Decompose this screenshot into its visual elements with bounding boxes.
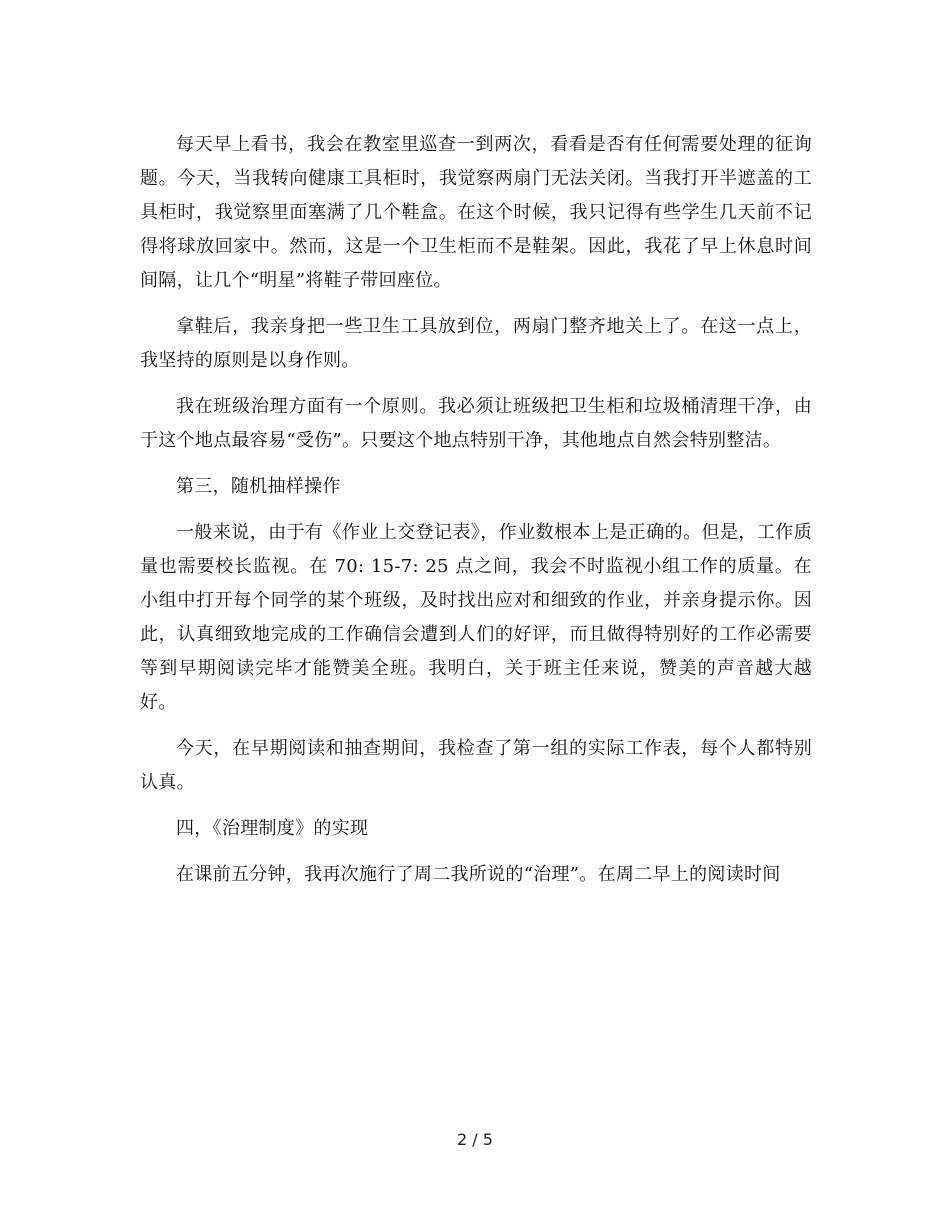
paragraph-homework-quality: 一般来说，由于有《作业上交登记表》，作业数根本上是正确的。但是，工作质量也需要校长监视。在 70: 15-7: 25 点之间，我会不时监视小组工作的质量。在小组中打开每个同学的某个班级，及时找出应对和细致的作业，并亲身提示你。因此，认真细致地完成的工作确信会遭到人们的好评，而且做得特别好的工作必需要等到早期阅读完毕才能赞美全班。我明白，关于班主任来说，赞美的声音越大越好。 [140,522,812,713]
paragraph-lead-by-example: 拿鞋后，我亲身把一些卫生工具放到位，两扇门整齐地关上了。在这一点上，我坚持的原则是以身作则。 [140,316,812,371]
paragraph-management-principle: 我在班级治理方面有一个原则。我必须让班级把卫生柜和垃圾桶清理干净，由于这个地点最容易“受伤”。只要这个地点特别干净，其他地点自然会特别整洁。 [140,396,812,451]
section-heading-random-sampling: 第三，随机抽样操作 [176,476,341,497]
paragraph-inspection: 每天早上看书，我会在教室里巡查一到两次，看看是否有任何需要处理的征询题。今天，当我转向健康工具柜时，我觉察两扇门无法关闭。当我打开半遮盖的工具柜时，我觉察里面塞满了几个鞋盒。在这个时候，我只记得有些学生几天前不记得将球放回家中。然而，这是一个卫生柜而不是鞋架。因此，我花了早上休息时间间隔，让几个“明星”将鞋子带回座位。 [140,134,812,291]
section-heading-management-system: 四，《治理制度》的实现 [176,818,369,839]
document-body [140,128,812,904]
page-number: 2 / 5 [457,1130,493,1149]
paragraph-worksheet-check: 今天，在早期阅读和抽查期间，我检查了第一组的实际工作表，每个人都特别认真。 [140,738,812,793]
paragraph-pre-class: 在课前五分钟，我再次施行了周二我所说的“治理”。在周二早上的阅读时间 [176,864,781,885]
